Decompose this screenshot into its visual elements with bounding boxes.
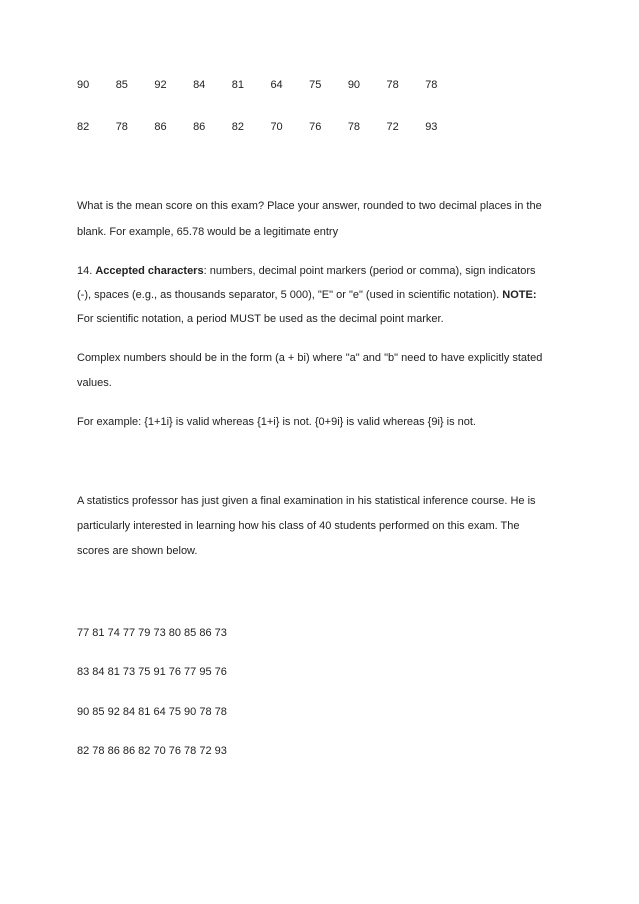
scores-line-3: 90 85 92 84 81 64 75 90 78 78 <box>77 706 227 718</box>
scores-line-2: 83 84 81 73 75 91 76 77 95 76 <box>77 666 227 678</box>
table-cell: 93 <box>425 121 438 133</box>
question-line-2: blank. For example, 65.78 would be a legitimate entry <box>77 226 339 238</box>
table-cell: 90 <box>347 79 361 91</box>
instructions-line-2 <box>77 289 537 301</box>
problem-line-2: particularly interested in learning how his class of 40 students performed on this exam. The <box>77 520 520 532</box>
problem-line-1: A statistics professor has just given a final examination in his statistical inference course. He is <box>77 495 536 507</box>
table-cell: 64 <box>270 79 283 91</box>
note-text: For scientific notation, a period MUST be used as the decimal point marker. <box>77 313 444 325</box>
table-cell: 82 <box>77 121 90 133</box>
accepted-characters-label: Accepted characters <box>95 265 204 277</box>
table-cell: 90 <box>77 79 90 91</box>
table-cell: 78 <box>425 79 438 91</box>
instructions-line-1 <box>77 265 536 277</box>
table-cell: 75 <box>309 79 322 91</box>
table-cell: 78 <box>115 121 128 133</box>
table-cell: 81 <box>231 79 244 91</box>
table-cell: 76 <box>309 121 322 133</box>
table-cell: 92 <box>154 79 167 91</box>
question-number: 14. <box>77 265 96 277</box>
complex-line-1: Complex numbers should be in the form (a + bi) where "a" and "b" need to have explicitly stated <box>77 352 543 364</box>
score-table-row-1 <box>77 79 464 91</box>
table-cell: 70 <box>270 121 283 133</box>
scores-line-1: 77 81 74 77 79 73 80 85 86 73 <box>77 627 227 639</box>
complex-line-2: values. <box>77 377 112 389</box>
table-cell: 85 <box>115 79 128 91</box>
table-cell: 72 <box>386 121 399 133</box>
scores-line-4: 82 78 86 86 82 70 76 78 72 93 <box>77 745 227 757</box>
score-table-row-2 <box>77 121 464 133</box>
note-label: NOTE: <box>502 289 537 301</box>
accepted-characters-text-2: (-), spaces (e.g., as thousands separator, 5 000), "E" or "e" (used in scientific notation). <box>77 289 503 301</box>
table-cell: 82 <box>231 121 244 133</box>
accepted-characters-text: : numbers, decimal point markers (period or comma), sign indicators <box>203 265 536 277</box>
table-cell: 86 <box>154 121 167 133</box>
problem-line-3: scores are shown below. <box>77 545 198 557</box>
table-cell: 86 <box>193 121 206 133</box>
table-cell: 84 <box>193 79 206 91</box>
example-line: For example: {1+1i} is valid whereas {1+i} is not. {0+9i} is valid whereas {9i} is not. <box>77 416 476 428</box>
question-line-1: What is the mean score on this exam? Place your answer, rounded to two decimal places in the <box>77 200 542 212</box>
table-cell: 78 <box>386 79 399 91</box>
table-cell: 78 <box>347 121 361 133</box>
